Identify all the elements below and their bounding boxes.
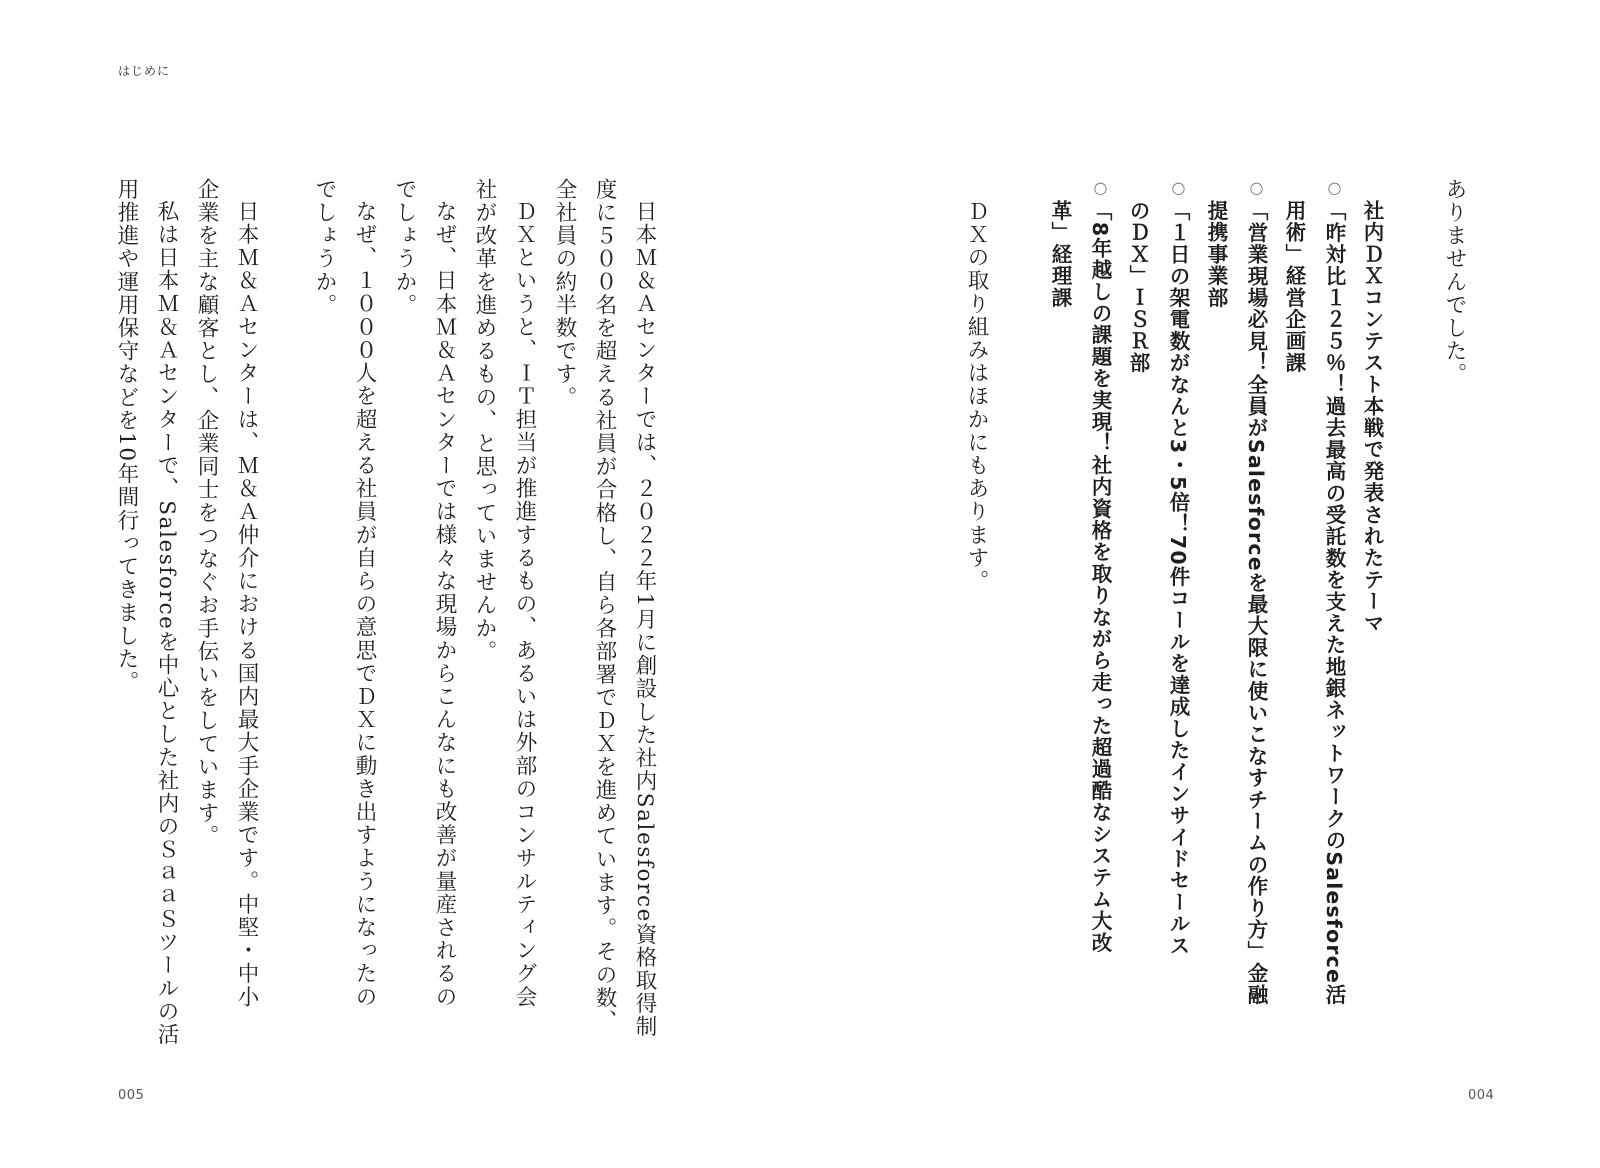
p1-line-3: 全社員の約半数です。 [552,178,577,409]
p6-line-2: 用推進や運用保守などを10年間行ってきました。 [114,178,139,694]
theme-4-line-2: 革」経理課 [1048,200,1072,309]
theme-3-line-1 [1158,178,1198,956]
p5-line-2: 企業を主な顧客とし、企業同士をつなぐお手伝いをしています。 [194,178,219,848]
page-number-left: 005 [118,1088,145,1103]
running-head: はじめに [118,64,171,78]
bullet-circle-icon: ○ [1247,178,1266,199]
theme-2-line-2: 提携事業部 [1204,200,1228,309]
theme-4-text-1: 「8年越しの課題を実現！社内資格を取りながら走った超過酷なシステム大改 [1088,200,1112,954]
theme-2-text-1: 「営業現場必見！全員がSalesforceを最大限に使いこなすチームの作り方」金融 [1244,200,1268,1006]
intro-tail-line: ありませんでした。 [1442,178,1467,386]
p1-line-1: 日本Ｍ＆Ａセンターでは、２０２２年1月に創設した社内Salesforce資格取得制 [632,200,657,1039]
bullet-circle-icon: ○ [1325,178,1344,199]
closing-line: ＤＸの取り組みはほかにもあります。 [964,200,989,593]
p1-line-2: 度に５００名を超える社員が合格し、自ら各部署でＤＸを進めています。その数、 [592,178,617,1033]
p3-line-1: なぜ、日本Ｍ＆Ａセンターでは様々な現場からこんなにも改善が量産されるの [432,200,457,1009]
theme-1-text-1: 「昨対比１２５％！過去最高の受託数を支えた地銀ネットワークのSalesforce活 [1322,200,1346,1006]
p4-line-2: でしょうか。 [312,178,337,317]
p2-line-1: ＤＸというと、ＩＴ担当が推進するもの、あるいは外部のコンサルティング会 [512,200,537,1009]
theme-2-line-1 [1236,178,1276,1006]
bullet-circle-icon: ○ [1091,178,1110,199]
p3-line-2: でしょうか。 [392,178,417,317]
p2-line-2: 社が改革を進めるもの、と思っていませんか。 [472,178,497,664]
p6-line-1: 私は日本Ｍ＆Ａセンターで、Salesforceを中心とした社内のＳａａＳツールの活 [154,200,179,1047]
p5-line-1: 日本Ｍ＆Ａセンターは、Ｍ＆Ａ仲介における国内最大手企業です。中堅・中小 [234,200,259,1009]
theme-1-line-2: 用術」経営企画課 [1282,200,1306,374]
theme-3-text-1: 「１日の架電数がなんと3・5倍！70件コールを達成したインサイドセールス [1166,200,1190,957]
theme-3-line-2: のＤＸ」ＩＳＲ部 [1126,200,1150,374]
theme-4-line-1 [1080,178,1120,953]
bullet-circle-icon: ○ [1169,178,1188,199]
page-number-right: 004 [1468,1088,1495,1103]
theme-1-line-1 [1314,178,1354,1006]
p4-line-1: なぜ、１０００人を超える社員が自らの意思でＤＸに動き出すようになったの [352,200,377,1009]
theme-heading: 社内ＤＸコンテスト本戦で発表されたテーマ [1360,200,1384,634]
